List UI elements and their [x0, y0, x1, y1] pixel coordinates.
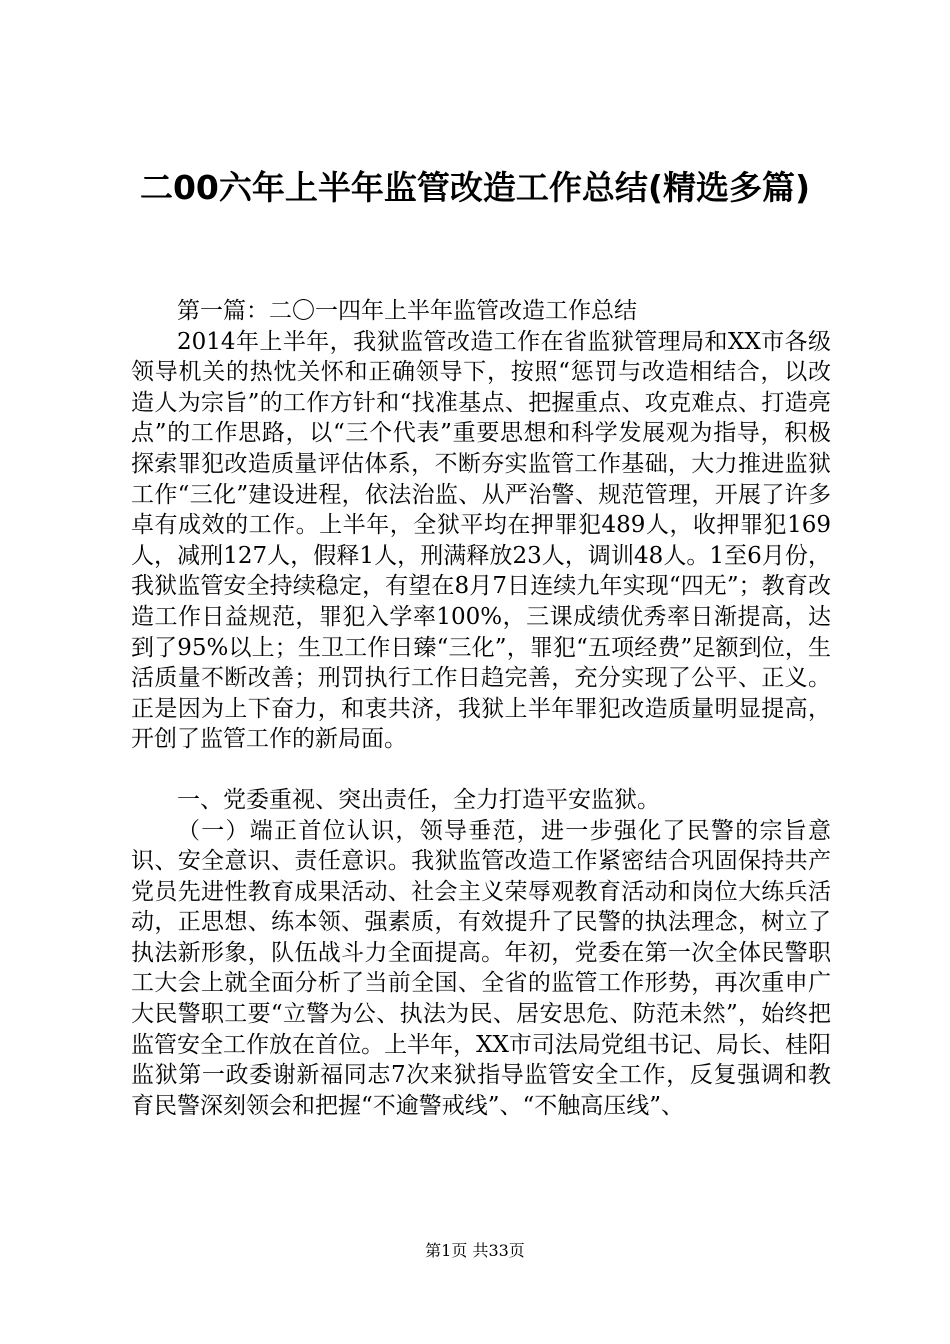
body-paragraph: 2014年上半年，我狱监管改造工作在省监狱管理局和XX市各级领导机关的热忱关怀和正确领导下，按照“惩罚与改造相结合，以改造人为宗旨”的工作方针和“找准基点、把握重点、攻克难点、打造亮点”的工作思路，以“三个代表”重要思想和科学发展观为指导，积极探索罪犯改造质量评估体系，不断夯实监管工作基础，大力推进监狱工作“三化”建设进程，依法治监、从严治警、规范管理，开展了许多卓有成效的工作。上半年，全狱平均在押罪犯489人，收押罪犯169人，减刑127人，假释1人，刑满释放23人，调训48人。1至6月份，我狱监管安全持续稳定，有望在8月7日连续九年实现“四无”；教育改造工作日益规范，罪犯入学率100%，三课成绩优秀率日渐提高，达到了95%以上；生卫工作日臻“三化”，罪犯“五项经费”足额到位，生活质量不断改善；刑罚执行工作日趋完善，充分实现了公平、正义。正是因为上下奋力，和衷共济，我狱上半年罪犯改造质量明显提高，开创了监管工作的新局面。 [131, 328, 831, 753]
document-body [131, 296, 831, 1121]
body-paragraph: （一）端正首位认识，领导垂范，进一步强化了民警的宗旨意识、安全意识、责任意识。我狱监管改造工作紧密结合巩固保持共产党员先进性教育成果活动、社会主义荣辱观教育活动和岗位大练兵活动，正思想、练本领、强素质，有效提升了民警的执法理念，树立了执法新形象，队伍战斗力全面提高。年初，党委在第一次全体民警职工大会上就全面分析了当前全国、全省的监管工作形势，再次重申广大民警职工要“立警为公、执法为民、居安思危、防范未然”，始终把监管安全工作放在首位。上半年，XX市司法局党组书记、局长、桂阳监狱第一政委谢新福同志7次来狱指导监管安全工作，反复强调和教育民警深刻领会和把握“不逾警戒线”、“不触高压线”、 [131, 817, 831, 1119]
page-footer: 第1页 共33页 [425, 1241, 525, 1260]
section-heading: 一、党委重视、突出责任，全力打造平安监狱。 [177, 786, 660, 813]
document-title: 二00六年上半年监管改造工作总结(精选多篇) [139, 168, 811, 207]
section-title: 第一篇：二〇一四年上半年监管改造工作总结 [177, 298, 637, 324]
